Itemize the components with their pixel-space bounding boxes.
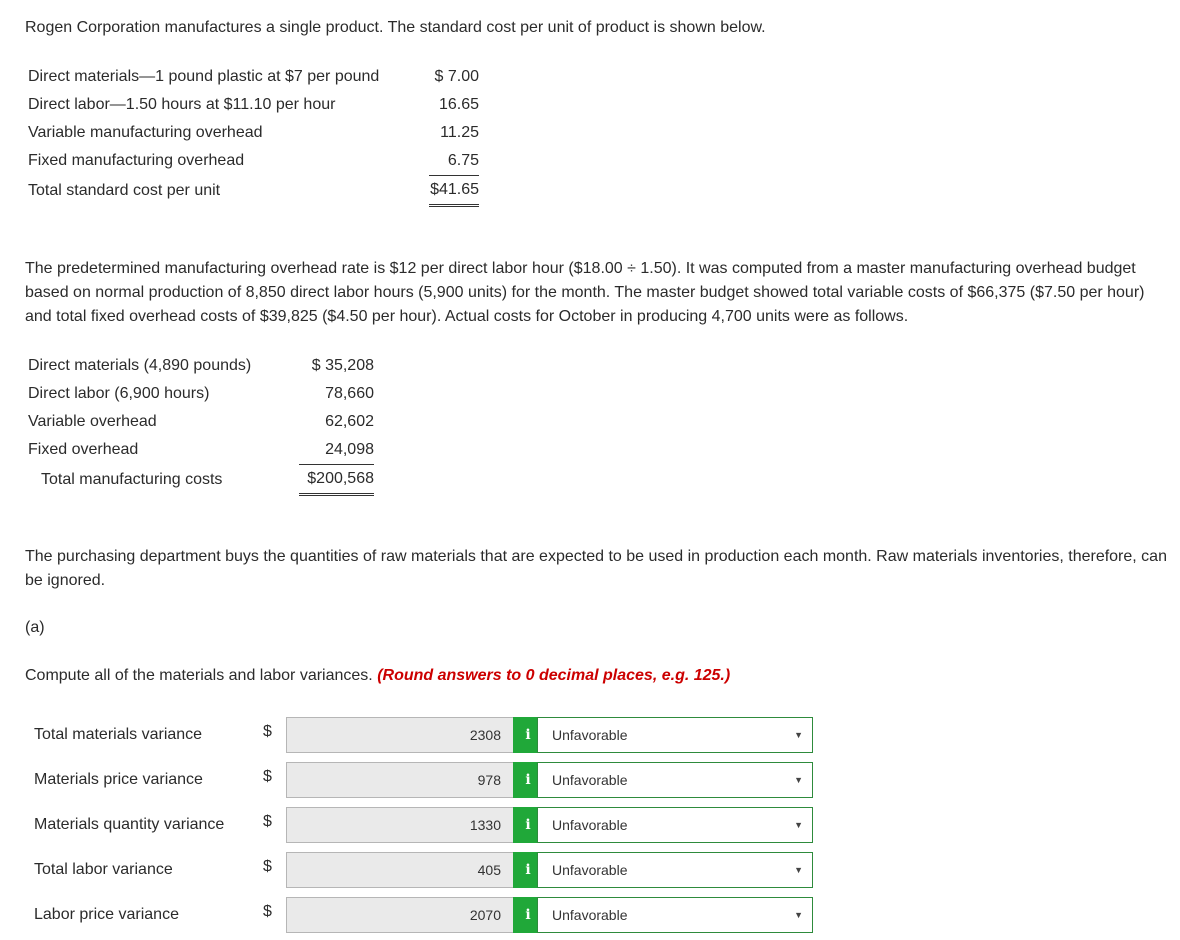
select-value: Unfavorable <box>552 907 628 923</box>
standard-cost-table <box>28 63 479 207</box>
currency-symbol: $ <box>263 903 272 920</box>
total-materials-variance-select[interactable] <box>537 717 813 753</box>
currency-symbol: $ <box>263 723 272 740</box>
part-label: (a) <box>25 619 45 636</box>
total-labor-variance-select[interactable] <box>537 852 813 888</box>
info-icon[interactable]: i <box>513 717 543 753</box>
info-icon[interactable]: i <box>513 807 543 843</box>
info-icon[interactable]: i <box>513 852 543 888</box>
chevron-down-icon: ▼ <box>794 910 803 920</box>
select-value: Unfavorable <box>552 817 628 833</box>
cost-label: Direct labor—1.50 hours at $11.10 per hour <box>28 96 336 113</box>
answer-label: Total materials variance <box>34 726 203 743</box>
cost-label: Fixed overhead <box>28 441 139 459</box>
overhead-paragraph: The predetermined manufacturing overhead rate is $12 per direct labor hour ($18.00 ÷ 1.50). It was computed from a master manufacturing overhead budget based on normal production of 8,850 direct labor hours (5,900 units) for the month. The master budget showed total variable costs of $66,375 ($7.50 per hour) and total fixed overhead costs of $39,825 ($4.50 per hour). Actual costs for October in producing 4,700 units were as follows. <box>25 260 1145 325</box>
intro-text: Rogen Corporation manufactures a single product. The standard cost per unit of product is shown below. <box>25 19 766 36</box>
table-row <box>28 436 374 465</box>
cost-label: Direct materials—1 pound plastic at $7 per pound <box>28 68 380 85</box>
answer-row-total-materials-variance <box>34 717 834 753</box>
info-icon[interactable]: i <box>513 762 543 798</box>
cost-value: 11.25 <box>440 124 479 141</box>
table-row <box>28 380 374 408</box>
table-row <box>28 352 374 380</box>
cost-label: Direct materials (4,890 pounds) <box>28 357 252 374</box>
answer-label: Materials quantity variance <box>34 816 225 833</box>
select-value: Unfavorable <box>552 727 628 743</box>
currency-symbol: $ <box>263 813 272 830</box>
answer-label: Labor price variance <box>34 906 179 923</box>
cost-label: Total standard cost per unit <box>28 181 221 199</box>
actual-cost-table <box>28 352 374 496</box>
materials-price-variance-input[interactable]: 978 <box>286 762 513 798</box>
answer-label: Total labor variance <box>34 861 173 878</box>
table-row-total <box>28 176 479 206</box>
table-row <box>28 63 479 91</box>
table-row <box>28 119 479 147</box>
instruction <box>25 667 730 685</box>
answer-row-materials-price-variance <box>34 762 834 798</box>
chevron-down-icon: ▼ <box>794 775 803 785</box>
table-row-total <box>28 465 374 495</box>
select-value: Unfavorable <box>552 772 628 788</box>
labor-price-variance-select[interactable] <box>537 897 813 933</box>
cost-value: 16.65 <box>438 96 479 113</box>
cost-value: 78,660 <box>325 385 374 402</box>
answer-row-labor-price-variance <box>34 897 834 933</box>
answer-row-materials-quantity-variance <box>34 807 834 843</box>
currency-symbol: $ <box>263 768 272 785</box>
answer-label: Materials price variance <box>34 771 203 788</box>
instruction-text: Compute all of the materials and labor variances. <box>25 667 373 684</box>
cost-label: Variable manufacturing overhead <box>28 124 263 141</box>
cost-value: 6.75 <box>429 147 479 176</box>
cost-value: $ 35,208 <box>311 357 374 374</box>
materials-quantity-variance-select[interactable] <box>537 807 813 843</box>
cost-label: Variable overhead <box>28 413 157 430</box>
cost-label: Fixed manufacturing overhead <box>28 152 245 170</box>
cost-value: 62,602 <box>325 413 374 430</box>
chevron-down-icon: ▼ <box>794 730 803 740</box>
materials-quantity-variance-input[interactable]: 1330 <box>286 807 513 843</box>
cost-label: Direct labor (6,900 hours) <box>28 385 210 402</box>
chevron-down-icon: ▼ <box>794 820 803 830</box>
chevron-down-icon: ▼ <box>794 865 803 875</box>
total-materials-variance-input[interactable]: 2308 <box>286 717 513 753</box>
labor-price-variance-input[interactable]: 2070 <box>286 897 513 933</box>
select-value: Unfavorable <box>552 862 628 878</box>
table-row <box>28 91 479 119</box>
cost-value: 24,098 <box>299 436 374 465</box>
purchasing-paragraph: The purchasing department buys the quantities of raw materials that are expected to be used in production each month. Raw materials inventories, therefore, can be ignored. <box>25 548 1167 589</box>
table-row <box>28 408 374 436</box>
currency-symbol: $ <box>263 858 272 875</box>
cost-label: Total manufacturing costs <box>41 470 223 488</box>
total-labor-variance-input[interactable]: 405 <box>286 852 513 888</box>
cost-total-value: $41.65 <box>429 176 479 206</box>
rounding-note: (Round answers to 0 decimal places, e.g. 125.) <box>377 667 731 684</box>
materials-price-variance-select[interactable] <box>537 762 813 798</box>
answer-row-total-labor-variance <box>34 852 834 888</box>
table-row <box>28 147 479 176</box>
cost-total-value: $200,568 <box>299 465 374 495</box>
info-icon[interactable]: i <box>513 897 543 933</box>
cost-value: $ 7.00 <box>434 68 479 85</box>
